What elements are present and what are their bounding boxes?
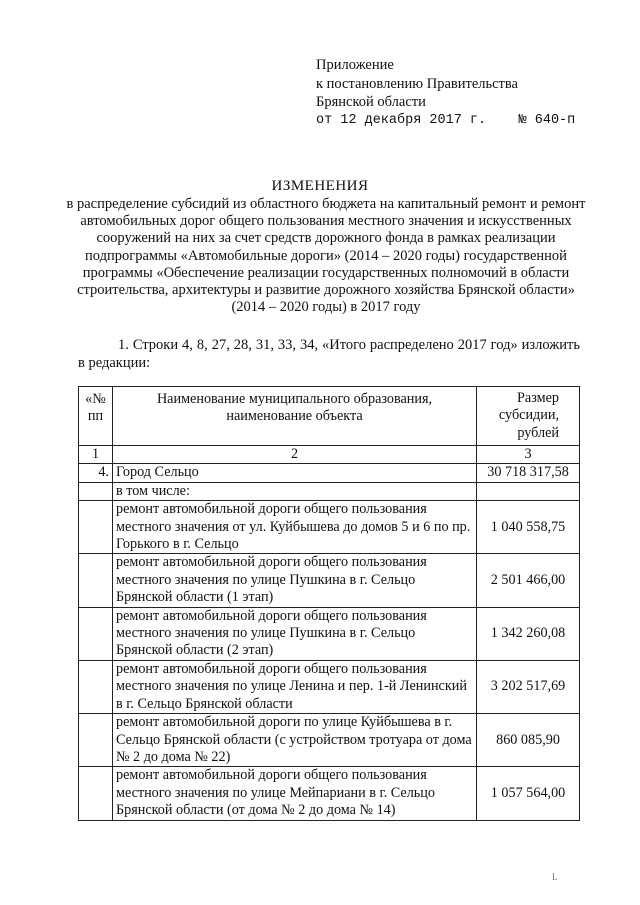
table-row	[79, 714, 580, 767]
row-value: 860 085,90	[477, 714, 580, 767]
row-name: в том числе:	[112, 482, 476, 500]
appendix-region: Брянской области	[316, 94, 426, 110]
appendix-date-number: от 12 декабря 2017 г. № 640-п	[316, 112, 576, 128]
table-row	[79, 464, 580, 482]
page-corner-mark: L	[552, 872, 558, 882]
row-number	[79, 501, 113, 554]
row-number: 4.	[79, 464, 113, 482]
table-row	[79, 482, 580, 500]
row-name: ремонт автомобильной дороги по улице Куйбышева в г. Сельцо Брянской области (с устройством тротуара от дома № 2 до дома № 22)	[112, 714, 476, 767]
row-name: ремонт автомобильной дороги общего пользования местного значения по улице Пушкина в г. Сельцо Брянской области (2 этап)	[112, 607, 476, 660]
column-number-row	[79, 446, 580, 464]
appendix-title: Приложение	[316, 57, 394, 73]
row-value: 1 057 564,00	[477, 767, 580, 820]
row-name: ремонт автомобильной дороги общего пользования местного значения от ул. Куйбышева до домов 5 и 6 по пр. Горького в г. Сельцо	[112, 501, 476, 554]
row-name: ремонт автомобильной дороги общего пользования местного значения по улице Мейпариани в г. Сельцо Брянской области (от дома № 2 до дома № 14)	[112, 767, 476, 820]
row-value: 30 718 317,58	[477, 464, 580, 482]
document-title: ИЗМЕНЕНИЯ	[271, 178, 369, 194]
row-number	[79, 554, 113, 607]
row-value: 3 202 517,69	[477, 660, 580, 713]
instruction-paragraph: 1. Строки 4, 8, 27, 28, 31, 33, 34, «Итого распределено 2017 год» изложить в редакции:	[78, 337, 580, 371]
subsidy-table	[78, 386, 580, 821]
header-amount: Размер субсидии, рублей	[477, 387, 580, 446]
appendix-decree: к постановлению Правительства	[316, 75, 518, 92]
table-row	[79, 554, 580, 607]
row-name: Город Сельцо	[112, 464, 476, 482]
table-row	[79, 767, 580, 820]
row-name: ремонт автомобильной дороги общего пользования местного значения по улице Пушкина в г. Сельцо Брянской области (1 этап)	[112, 554, 476, 607]
row-number	[79, 714, 113, 767]
column-number: 1	[79, 446, 113, 464]
table-header-row	[79, 387, 580, 446]
table-row	[79, 607, 580, 660]
row-value	[477, 482, 580, 500]
row-name: ремонт автомобильной дороги общего пользования местного значения по улице Ленина и пер. 1-й Ленинский в г. Сельцо Брянской области	[112, 660, 476, 713]
header-number: «№ пп	[79, 387, 113, 446]
row-value: 1 040 558,75	[477, 501, 580, 554]
table-row	[79, 660, 580, 713]
row-number	[79, 482, 113, 500]
appendix-block	[316, 56, 575, 130]
row-value: 2 501 466,00	[477, 554, 580, 607]
row-number	[79, 607, 113, 660]
column-number: 3	[477, 446, 580, 464]
table-row	[79, 501, 580, 554]
column-number: 2	[112, 446, 476, 464]
row-number	[79, 767, 113, 820]
row-value: 1 342 260,08	[477, 607, 580, 660]
row-number	[79, 660, 113, 713]
header-name: Наименование муниципального образования, наименование объекта	[112, 387, 476, 446]
document-subtitle: в распределение субсидий из областного бюджета на капитальный ремонт и ремонт автомобильных дорог общего пользования местного значения и искусственных сооружений на них за счет средств дорожного фонда в рамках реализации подпрограммы «Автомобильные дороги» (2014 – 2020 годы) государственной программы «Обеспечение реализации государственных полномочий в области строительства, архитектуры и развитие дорожного хозяйства Брянской области» (2014 – 2020 годы) в 2017 году	[66, 196, 586, 316]
